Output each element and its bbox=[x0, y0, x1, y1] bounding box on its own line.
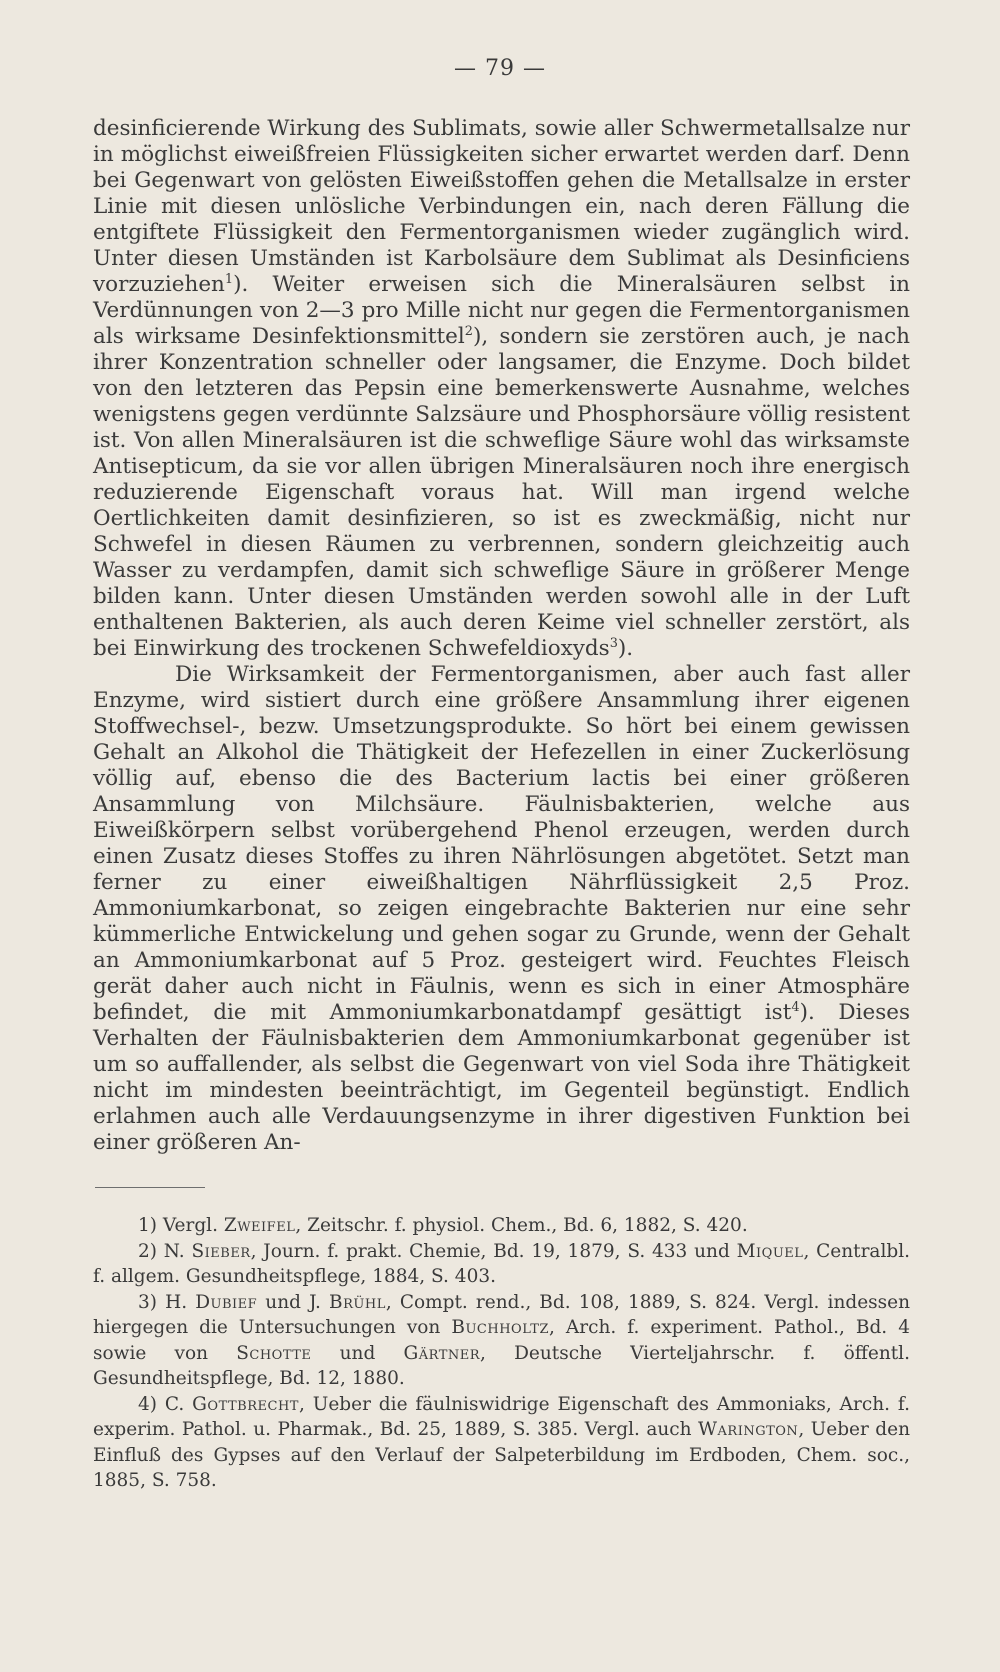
footnote-text: , Arch. f. experiment. Pathol., Bd. 4 sowie von bbox=[93, 1317, 910, 1364]
footnote-text: , Centralbl. f. allgem. Gesundheitspflege, 1884, S. 403. bbox=[93, 1240, 910, 1287]
footnotes bbox=[93, 1213, 910, 1494]
author-name: Buchholtz bbox=[451, 1317, 549, 1338]
author-name: Zweifel bbox=[223, 1215, 296, 1236]
author-name: Warington bbox=[698, 1419, 799, 1440]
author-name: Gottbrecht bbox=[192, 1393, 299, 1415]
footnote bbox=[93, 1392, 910, 1494]
text-span: ). bbox=[617, 636, 634, 661]
text-span: Die Wirksamkeit der Fermentorganismen, aber auch fast aller Enzyme, wird sistiert durch eine größere Ansammlung ihrer eigenen Stoffwechsel-, bezw. Umsetzungsprodukte. So hört bei einem gewissen Gehalt an Alkohol die Thätigkeit der Hefezellen in einer Zuckerlösung völlig auf, ebenso die des Bacterium lactis bei einer größeren Ansammlung von Milchsäure. Fäulnisbakterien, welche aus Eiweißkörpern selbst vorübergehend Phenol erzeugen, werden durch einen Zusatz dieses Stoffes zu ihren Nährlösungen abgetötet. Setzt man ferner zu einer eiweißhaltigen Nährflüssigkeit 2,5 Proz. Ammoniumkarbonat, so zeigen eingebrachte Bakterien nur eine sehr kümmerliche Entwickelung und gehen sogar zu Grunde, wenn der Gehalt an Ammoniumkarbonat auf 5 Proz. gesteigert wird. Feuchtes Fleisch gerät daher auch nicht in Fäulnis, wenn es sich in einer Atmosphäre befindet, die mit Ammoniumkarbonatdampf gesättigt ist bbox=[93, 662, 910, 1025]
footnote-ref: 1 bbox=[224, 271, 234, 287]
footnote bbox=[93, 1239, 910, 1290]
author-name: Miquel bbox=[736, 1240, 804, 1262]
text-span: ). Weiter erweisen sich die Mineralsäuren selbst in Verdünnungen von 2—3 pro Mille nicht nur gegen die Fermentorganismen als wirksame Desinfektionsmittel bbox=[93, 272, 910, 349]
footnote-divider bbox=[95, 1187, 205, 1188]
author-name: Gärtner bbox=[403, 1342, 481, 1364]
footnote-text: , Ueber die fäulniswidrige Eigenschaft des Ammoniaks, Arch. f. experim. Pathol. u. Pharmak., Bd. 25, 1889, S. 385. Vergl. auch bbox=[93, 1393, 910, 1440]
page-number: — 79 — bbox=[454, 56, 546, 81]
footnote bbox=[93, 1213, 910, 1239]
author-name: Brühl bbox=[329, 1291, 386, 1313]
text-span: ). Dieses Verhalten der Fäulnisbakterien dem Ammoniumkarbonat gegenüber ist um so auffallender, als selbst die Gegenwart von viel Soda ihre Thätigkeit nicht im mindesten beeinträchtigt, im Gegenteil begünstigt. Endlich erlahmen auch alle Verdauungsenzyme in ihrer digestiven Funktion bei einer größeren An- bbox=[93, 1000, 911, 1155]
footnote-text: 2) N. bbox=[138, 1240, 192, 1262]
author-name: Schotte bbox=[236, 1342, 312, 1364]
text-span: ), sondern sie zerstören auch, je nach ihrer Konzentration schneller oder langsamer, die Enzyme. Doch bildet von den letzteren das Pepsin eine bemerkenswerte Ausnahme, welches wenigstens gegen verdünnte Salzsäure und Phosphorsäure völlig resistent ist. Von allen Mineralsäuren ist die schweflige Säure wohl das wirksamste Antisepticum, da sie vor allen übrigen Mineralsäuren noch ihre energisch reduzierende Eigenschaft voraus hat. Will man irgend welche Oertlichkeiten damit desinfizieren, so ist es zweckmäßig, nicht nur Schwefel in diesen Räumen zu verbrennen, sondern gleichzeitig auch Wasser zu verdampfen, damit sich schweflige Säure in größerer Menge bilden kann. Unter diesen Umständen werden sowohl alle in der Luft enthaltenen Bakterien, als auch deren Keime viel schneller zerstört, als bei Einwirkung des trockenen Schwefeldioxyds bbox=[93, 324, 910, 661]
text-span: desinficierende Wirkung des Sublimats, sowie aller Schwermetallsalze nur in möglichst eiweißfreien Flüssigkeiten sicher erwartet werden darf. Denn bei Gegenwart von gelösten Eiweißstoffen gehen die Metallsalze in erster Linie mit diesen unlösliche Verbindungen ein, nach deren Fällung die entgiftete Flüssigkeit den Fermentorganismen wieder zugänglich wird. Unter diesen Umständen ist Karbolsäure dem Sublimat als Desinficiens vorzuziehen bbox=[93, 116, 910, 297]
author-name: Dubief bbox=[195, 1291, 258, 1313]
main-text bbox=[93, 116, 910, 1156]
footnote-ref: 4 bbox=[791, 999, 800, 1015]
footnote-text: , Zeitschr. f. physiol. Chem., Bd. 6, 1882, S. 420. bbox=[295, 1215, 748, 1236]
footnote-text: , Compt. rend., Bd. 108, 1889, S. 824. Vergl. indessen hiergegen die Untersuchungen von bbox=[93, 1291, 911, 1338]
footnote-text: , Deutsche Vierteljahrschr. f. öffentl. Gesundheitspflege, Bd. 12, 1880. bbox=[93, 1342, 910, 1389]
footnote-ref: 2 bbox=[464, 323, 473, 339]
footnote-text: und bbox=[311, 1342, 404, 1364]
footnote-text: , Journ. f. prakt. Chemie, Bd. 19, 1879, S. 433 und bbox=[250, 1240, 737, 1262]
footnote bbox=[93, 1290, 910, 1392]
footnote-text: , Ueber den Einfluß des Gypses auf den Verlauf der Salpeterbildung im Erdboden, Chem. soc., 1885, S. 758. bbox=[93, 1419, 910, 1491]
footnote-text: 3) H. bbox=[138, 1291, 196, 1313]
author-name: Sieber bbox=[191, 1240, 251, 1262]
footnote-text: und J. bbox=[257, 1291, 330, 1313]
footnote-ref: 3 bbox=[609, 635, 618, 651]
paragraph bbox=[93, 662, 910, 1156]
footnote-text: 4) C. bbox=[138, 1393, 193, 1415]
paragraph bbox=[93, 116, 910, 662]
footnote-text: 1) Vergl. bbox=[138, 1215, 224, 1236]
